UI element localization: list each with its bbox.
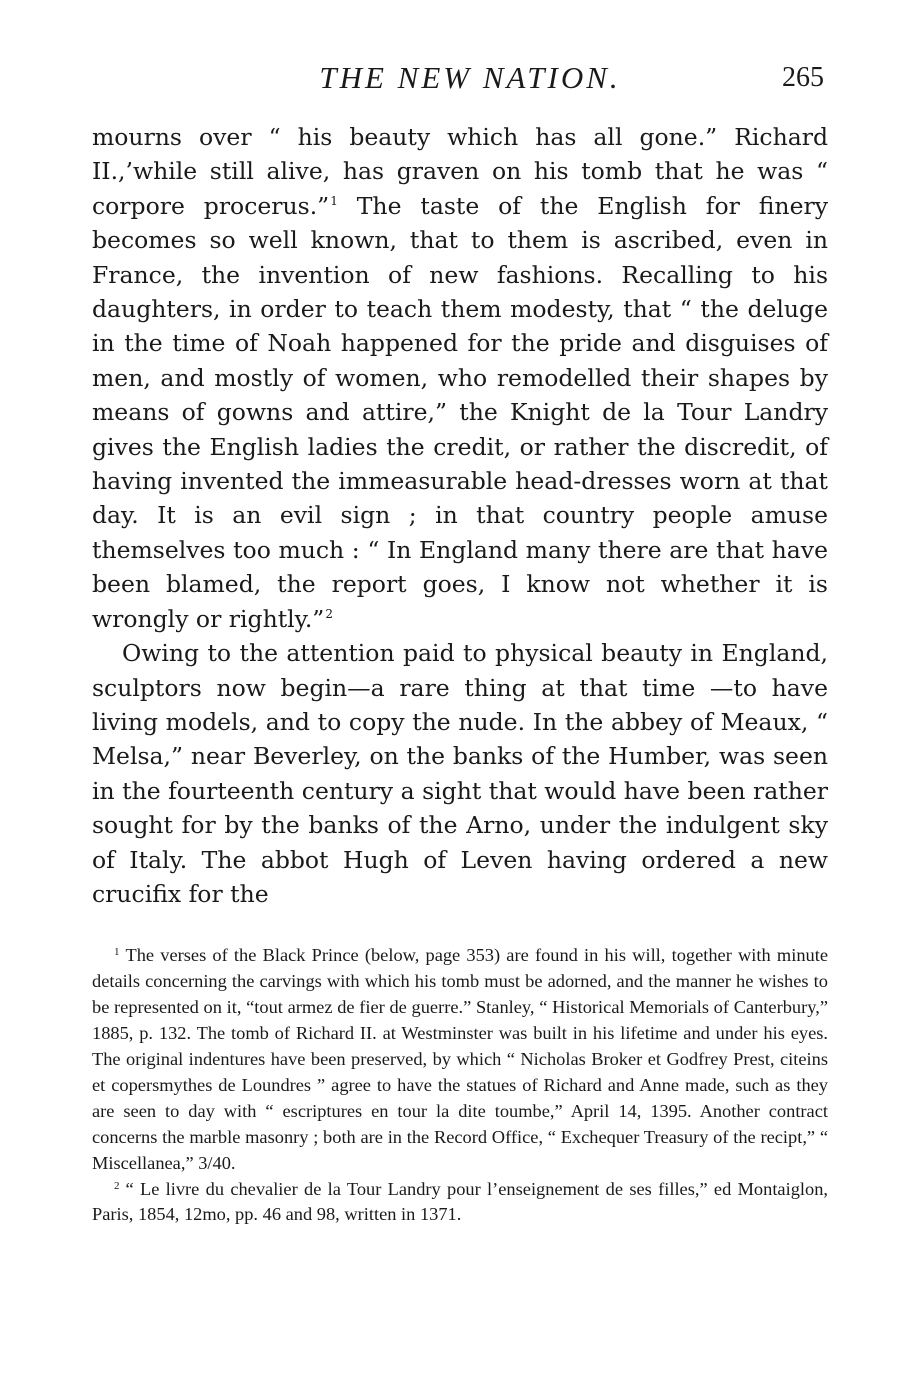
running-title: THE NEW NATION. <box>319 60 621 95</box>
page-header <box>92 58 828 102</box>
footnote-2-mark: 2 <box>114 1179 120 1192</box>
footnote-1-mark: 1 <box>114 946 120 959</box>
paragraph-1-part-2: The taste of the English for finery becomes so well known, that to them is ascribed, even in France, the invention of new fashions. Recalling to his daughters, in order to teach them modesty, that “ the deluge in the time of Noah happened for the pride and disguises of men, and mostly of women, who remodelled their shapes by means of gowns and attire,” the Knight de la Tour Landry gives the English ladies the credit, or rather the discredit, of having invented the immeasurable head-dresses worn at that day. It is an evil sign ; in that country people amuse themselves too much : “ In England many there are that have been blamed, the report goes, I know not whether it is wrongly or rightly.” <box>92 191 828 633</box>
footnote-1-text: The verses of the Black Prince (below, page 353) are found in his will, together with minute details concerning the carvings with which his tomb must be adorned, and the manner he wishes to be represented on it, “tout armez de fier de guerre.” Stanley, “ Historical Memorials of Canterbury,” 1885, p. 132. The tomb of Richard II. at Westminster was built in his lifetime and under his eyes. The original indentures have been preserved, by which “ Nicholas Broker et Godfrey Prest, citeins et copersmythes de Loundres ” agree to have the statues of Richard and Anne made, such as they are seen to day with “ escriptures en tour la dite toumbe,” April 14, 1395. Another contract concerns the marble masonry ; both are in the Record Office, “ Exchequer Treasury of the recipt,” “ Miscellanea,” 3/40. <box>92 945 828 1173</box>
footnotes <box>92 943 828 1228</box>
paragraph-2: Owing to the attention paid to physical beauty in England, sculptors now begin—a rare thing at that time —to have living models, and to copy the nude. In the abbey of Meaux, “ Melsa,” near Beverley, on the banks of the Humber, was seen in the fourteenth century a sight that would have been rather sought for by the banks of the Arno, under the indulgent sky of Italy. The abbot Hugh of Leven having ordered a new crucifix for the <box>92 639 828 908</box>
book-page <box>92 58 828 1228</box>
footnote-ref-2: 2 <box>325 606 333 621</box>
body-text <box>92 120 828 911</box>
footnote-1 <box>92 943 828 1176</box>
page-number: 265 <box>782 62 824 93</box>
footnote-2 <box>92 1177 828 1229</box>
footnote-2-text: “ Le livre du chevalier de la Tour Landry pour l’enseignement de ses filles,” ed Montaiglon, Paris, 1854, 12mo, pp. 46 and 98, written in 1371. <box>92 1178 828 1225</box>
paragraph-1 <box>92 120 828 636</box>
paragraph-1-part-1: mourns over “ his beauty which has all gone.” Richard II.,’while still alive, has graven on his tomb that he was “ corpore procerus.” <box>92 123 828 220</box>
footnote-ref-1: 1 <box>330 193 338 208</box>
